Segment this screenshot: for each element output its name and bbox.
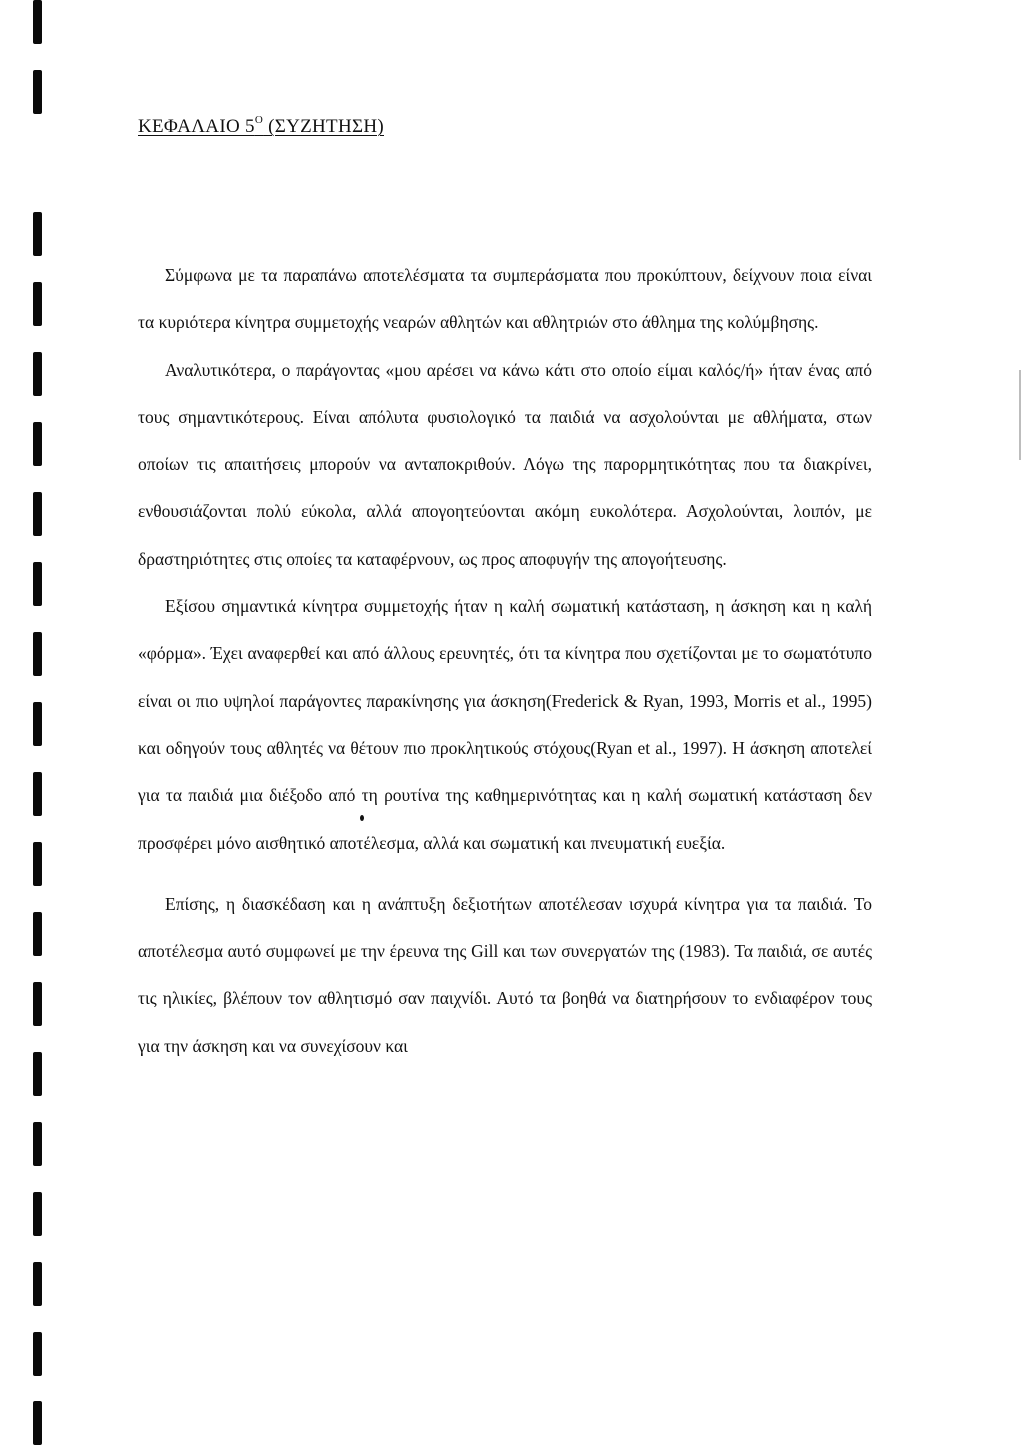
chapter-title-suffix: (ΣΥΖΗΤΗΣΗ): [263, 116, 384, 137]
binder-hole: [33, 70, 42, 114]
binder-hole: [33, 492, 42, 536]
binder-hole: [33, 1262, 42, 1306]
paragraph: Αναλυτικότερα, ο παράγοντας «μου αρέσει να κάνω κάτι στο οποίο είμαι καλός/ή» ήταν ένας από τους σημαντικότερους. Είναι απόλυτα φυσιολογικό τα παιδιά να ασχολούνται με αθλήματα, στων οποίων τις απαιτήσεις μπορούν να ανταποκριθούν. Λόγω της παρορμητικότητας που τα διακρίνει, ενθουσιάζονται πολύ εύκολα, αλλά απογοητεύονται ακόμη ευκολότερα. Ασχολούνται, λοιπόν, με δραστηριότητες στις οποίες τα καταφέρνουν, ως προς αποφυγήν της απογοήτευσης.: [138, 359, 872, 569]
binder-hole: [33, 282, 42, 326]
binder-hole: [33, 982, 42, 1026]
chapter-title: [138, 116, 384, 138]
binder-hole: [33, 632, 42, 676]
binder-hole: [33, 352, 42, 396]
binder-hole: [33, 1052, 42, 1096]
binder-hole: [33, 1401, 42, 1445]
binder-hole: [33, 0, 42, 44]
binder-hole: [33, 212, 42, 256]
body-text: [138, 252, 872, 1070]
binder-hole: [33, 842, 42, 886]
chapter-title-superscript: Ο: [254, 114, 264, 126]
binder-hole: [33, 1122, 42, 1166]
binder-hole: [33, 1192, 42, 1236]
scan-speck: [360, 815, 364, 821]
binder-hole: [33, 422, 42, 466]
binder-hole: [33, 702, 42, 746]
paragraph: Σύμφωνα με τα παραπάνω αποτελέσματα τα συμπεράσματα που προκύπτουν, δείχνουν ποια είναι τα κυριότερα κίνητρα συμμετοχής νεαρών αθλητών και αθλητριών στο άθλημα της κολύμβησης.: [138, 265, 872, 333]
binder-hole: [33, 1332, 42, 1376]
binder-hole: [33, 912, 42, 956]
scan-edge-line: [1019, 370, 1021, 460]
binder-hole: [33, 772, 42, 816]
binder-hole: [33, 562, 42, 606]
paragraph: Επίσης, η διασκέδαση και η ανάπτυξη δεξιοτήτων αποτέλεσαν ισχυρά κίνητρα για τα παιδιά. Το αποτέλεσμα αυτό συμφωνεί με την έρευνα της Gill και των συνεργατών της (1983). Τα παιδιά, σε αυτές τις ηλικίες, βλέπουν τον αθλητισμό σαν παιχνίδι. Αυτό τα βοηθά να διατηρήσουν το ενδιαφέρον τους για την άσκηση και να συνεχίσουν και: [138, 893, 872, 1056]
chapter-title-text: ΚΕΦΑΛΑΙΟ 5: [138, 116, 255, 137]
binder-marks: [0, 0, 60, 1445]
paragraph: Εξίσου σημαντικά κίνητρα συμμετοχής ήταν η καλή σωματική κατάσταση, η άσκηση και η καλή «φόρμα». Έχει αναφερθεί και από άλλους ερευνητές, ότι τα κίνητρα που σχετίζονται με το σωματότυπο είναι οι πιο υψηλοί παράγοντες παρακίνησης για άσκηση(Frederick & Ryan, 1993, Morris et al., 1995) και οδηγούν τους αθλητές να θέτουν πιο προκλητικούς στόχους(Ryan et al., 1997). Η άσκηση αποτελεί για τα παιδιά μια διέξοδο από τη ρουτίνα της καθημερινότητας και η καλή σωματική κατάσταση δεν προσφέρει μόνο αισθητικό αποτέλεσμα, αλλά και σωματική και πνευματική ευεξία.: [138, 596, 872, 853]
